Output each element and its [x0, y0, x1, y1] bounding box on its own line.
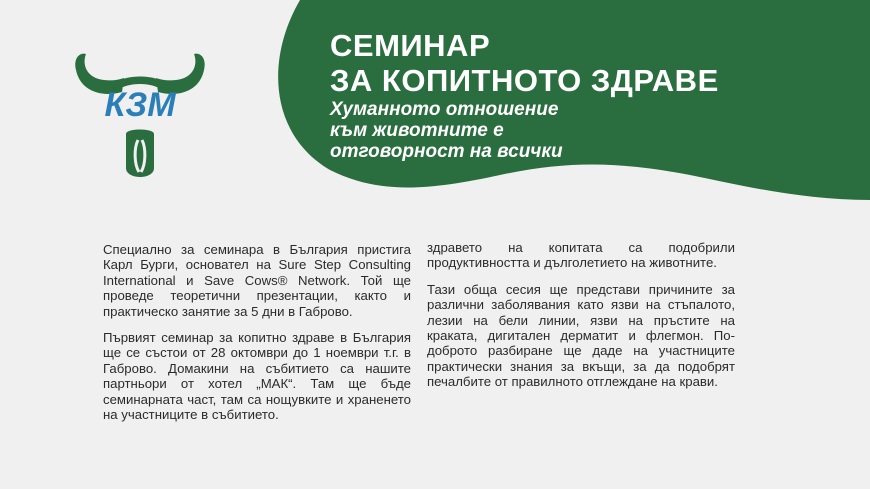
- page-title: [330, 28, 850, 98]
- left-column: [103, 242, 411, 433]
- logo-text: КЗМ: [104, 86, 176, 124]
- kzm-logo: [70, 40, 210, 190]
- right-column: [427, 240, 735, 401]
- subtitle: [330, 99, 730, 162]
- title-line-2: ЗА КОПИТНОТО ЗДРАВЕ: [330, 63, 719, 98]
- paragraph-3: здравето на копитата са подобрили продуктивността и дълголетието на животните.: [427, 240, 735, 271]
- snout-icon: [126, 130, 154, 178]
- subtitle-line-3: отговорност на всички: [330, 141, 563, 162]
- paragraph-2: Първият семинар за копитно здраве в България ще се състои от 28 октомври до 1 ноември т.г. в Габрово. Домакини на събитието са нашите партньори от хотел „МАК“. Там ще бъде семинарната част, там са нощувките и храненето на участниците в събитието.: [103, 330, 411, 423]
- paragraph-1: Специално за семинара в България пристига Карл Бурги, основател на Sure Step Consulting International и Save Cows® Network. Той ще проведе теоретични презентации, както и практическо занятие за 5 дни в Габрово.: [103, 242, 411, 319]
- paragraph-4: Тази обща сесия ще представи причините за различни заболявания като язви на стъпалото, лезии на бели линии, язви на пръстите на краката, дигитален дерматит и флегмон. По-доброто разбиране ще даде на участниците практически знания за вкъщи, за да подобрят печалбите от правилното отглеждане на крави.: [427, 281, 735, 390]
- subtitle-line-1: Хуманното отношение: [330, 99, 559, 120]
- title-line-1: СЕМИНАР: [330, 28, 491, 63]
- subtitle-line-2: към животните е: [330, 120, 504, 141]
